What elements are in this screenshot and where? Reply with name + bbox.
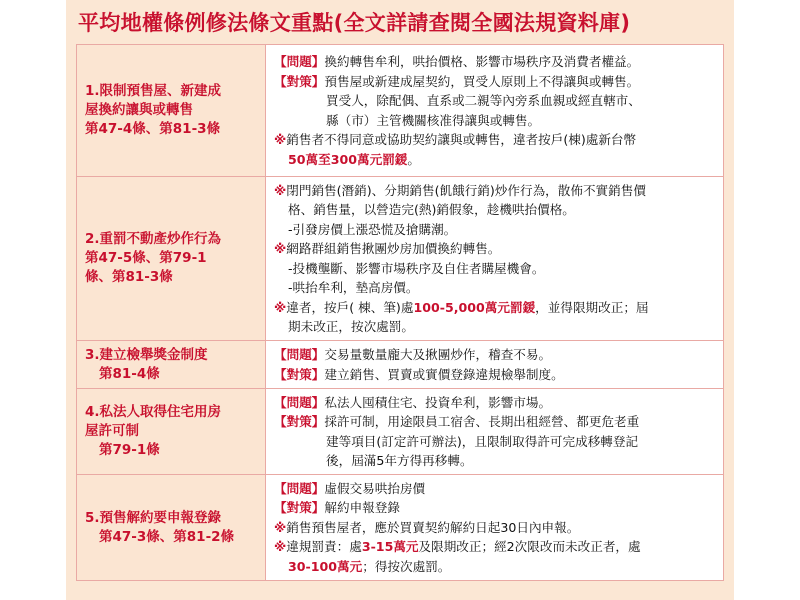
note-text: 銷售者不得同意或協助契約讓與或轉售，違者按戶(棟)處新台幣 xyxy=(286,132,637,147)
note-line xyxy=(274,298,717,318)
note-text: 。 xyxy=(407,151,420,167)
policy-line xyxy=(274,72,717,92)
heading-line: 2.重罰不動產炒作行為 xyxy=(85,231,222,247)
note-line: -引發房價上漲恐慌及搶購潮。 xyxy=(288,221,457,237)
policy-line: 買受人，除配偶、直系或二親等內旁系血親或經直轄市、 xyxy=(326,93,641,108)
row-heading xyxy=(77,475,266,581)
policy-text: 預售屋或新建成屋契約，買受人原則上不得讓與或轉售。 xyxy=(324,73,640,89)
row-content xyxy=(266,475,724,581)
note-mark: ※ xyxy=(274,182,287,198)
note-line: -哄抬牟利，墊高房價。 xyxy=(288,280,419,295)
note-mark: ※ xyxy=(274,241,287,256)
fine-text: 50萬至300萬元罰鍰 xyxy=(288,151,408,167)
policy-tag: 【對策】 xyxy=(274,414,325,429)
problem-tag: 【問題】 xyxy=(274,54,325,69)
note-line xyxy=(274,130,717,150)
problem-text: 私法人囤積住宅、投資牟利，影響市場。 xyxy=(324,394,552,410)
heading-line: 屋許可制 xyxy=(85,423,139,439)
note-line xyxy=(274,557,717,577)
note-text: 及限期改正；經2次限改而未改正者，處 xyxy=(418,539,641,555)
policy-line: 縣（市）主管機關核准得讓與或轉售。 xyxy=(326,112,541,128)
note-text: 閉門銷售(潛銷)、分期銷售(飢餓行銷)炒作行為，散佈不實銷售價 xyxy=(286,182,646,198)
policy-line xyxy=(274,365,717,385)
heading-line: 第79-1條 xyxy=(99,442,160,458)
note-line xyxy=(274,150,717,170)
row-heading xyxy=(77,45,266,177)
row-heading xyxy=(77,177,266,341)
heading-line: 1.限制預售屋、新建成 xyxy=(85,83,222,99)
row-content xyxy=(266,45,724,177)
table-row xyxy=(77,475,724,581)
row-content xyxy=(266,341,724,389)
row-heading xyxy=(77,341,266,389)
row-heading xyxy=(77,389,266,475)
note-line xyxy=(274,537,717,557)
fine-text: 100-5,000萬元罰鍰 xyxy=(413,299,536,315)
problem-text: 換約轉售牟利，哄抬價格、影響市場秩序及消費者權益。 xyxy=(324,54,640,69)
heading-line: 3.建立檢舉獎金制度 xyxy=(85,346,208,363)
policy-tag: 【對策】 xyxy=(274,500,325,516)
table-row xyxy=(77,389,724,475)
policy-text: 採許可制，用途限員工宿舍、長期出租經營、都更危老重 xyxy=(324,414,640,429)
note-line xyxy=(274,181,717,201)
problem-text: 交易量數量龐大及揪團炒作，稽查不易。 xyxy=(324,347,552,362)
policy-line: 後，屆滿5年方得再移轉。 xyxy=(326,453,473,468)
heading-line: 5.預售解約要申報登錄 xyxy=(85,509,222,526)
fine-text: 30-100萬元 xyxy=(288,558,363,574)
row-content xyxy=(266,389,724,475)
table-row xyxy=(77,177,724,341)
note-text: ，並得限期改正；屆 xyxy=(535,299,649,315)
problem-tag: 【問題】 xyxy=(274,394,325,410)
problem-text: 虛假交易哄抬房價 xyxy=(324,480,426,496)
problem-line xyxy=(274,345,717,365)
policy-tag: 【對策】 xyxy=(274,366,325,382)
note-line: -投機壟斷、影響市場秩序及自住者購屋機會。 xyxy=(288,260,545,276)
note-line: 格、銷售量，以營造完(熱)銷假象，趁機哄抬價格。 xyxy=(288,202,575,217)
fine-text: 3-15萬元 xyxy=(361,539,419,555)
heading-line: 屋換約讓與或轉售 xyxy=(85,102,193,118)
heading-line: 條、第81-3條 xyxy=(85,269,173,285)
problem-line xyxy=(274,52,717,72)
note-text: 違規罰責：處 xyxy=(286,539,362,555)
amendment-table xyxy=(76,44,724,581)
note-mark: ※ xyxy=(274,299,287,315)
problem-line xyxy=(274,393,717,413)
note-mark: ※ xyxy=(274,519,287,535)
note-mark: ※ xyxy=(274,539,287,555)
note-line: 期未改正，按次處罰。 xyxy=(288,319,414,334)
policy-line xyxy=(274,498,717,518)
policy-line: 建等項目(訂定許可辦法)，且限制取得許可完成移轉登記 xyxy=(326,433,639,449)
note-text: 銷售預售屋者，應於買賣契約解約日起30日內申報。 xyxy=(286,519,580,535)
heading-line: 第47-5條、第79-1 xyxy=(85,250,207,266)
policy-text: 建立銷售、買賣或實價登錄違規檢舉制度。 xyxy=(324,366,564,382)
problem-tag: 【問題】 xyxy=(274,347,325,362)
table-row xyxy=(77,341,724,389)
note-line xyxy=(274,239,717,259)
policy-text: 解約申報登錄 xyxy=(324,500,400,516)
document-title: 平均地權條例修法條文重點(全文詳請查閱全國法規資料庫) xyxy=(78,11,631,35)
heading-line: 4.私法人取得住宅用房 xyxy=(85,404,222,420)
heading-line: 第81-4條 xyxy=(99,365,160,382)
note-text: 違者，按戶( 棟、筆)處 xyxy=(286,299,414,315)
heading-line: 第47-4條、第81-3條 xyxy=(85,121,221,137)
problem-tag: 【問題】 xyxy=(274,480,325,496)
table-row xyxy=(77,45,724,177)
policy-line xyxy=(274,412,717,432)
note-line xyxy=(274,518,717,538)
row-content xyxy=(266,177,724,341)
policy-tag: 【對策】 xyxy=(274,73,325,89)
heading-line: 第47-3條、第81-2條 xyxy=(99,528,235,545)
note-mark: ※ xyxy=(274,132,287,147)
problem-line xyxy=(274,479,717,499)
note-text: 網路群組銷售揪團炒房加價換約轉售。 xyxy=(286,241,501,256)
note-text: ；得按次處罰。 xyxy=(362,558,451,574)
